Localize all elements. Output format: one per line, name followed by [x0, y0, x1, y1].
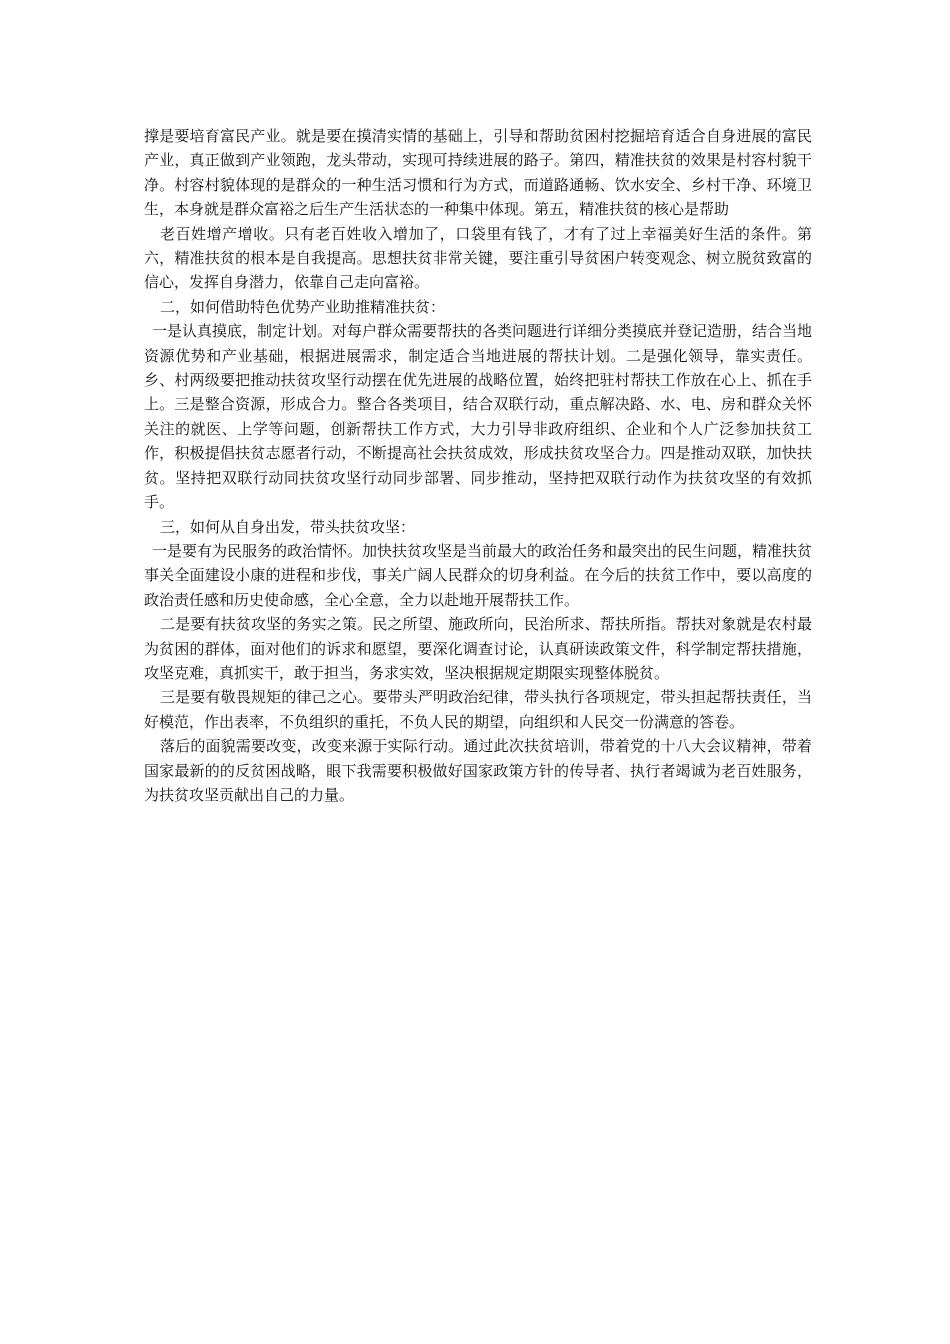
paragraph-self-discipline: 三是要有敬畏规矩的律己之心。要带头严明政治纪律，带头执行各项规定，带头担起帮扶责任，当好模范，作出表率，不负组织的重托，不负人民的期望，向组织和人民交一份满意的答卷。	[144, 688, 812, 731]
section-heading-2: 二，如何借助特色优势产业助推精准扶贫：	[160, 297, 446, 316]
paragraph-practical-strategy: 二是要有扶贫攻坚的务实之策。民之所望、施政所向，民治所求、帮扶所指。帮扶对象就是农村最为贫困的群体，面对他们的诉求和愿望，要深化调查讨论，认真研读政策文件，科学制定帮扶措施，攻坚克难，真抓实干，敢于担当，务求实效，坚决根据规定期限实现整体脱贫。	[144, 615, 812, 682]
paragraph-conclusion: 落后的面貌需要改变，改变来源于实际行动。通过此次扶贫培训，带着党的十八大会议精神，带着国家最新的的反贫困战略，眼下我需要积极做好国家政策方针的传导者、执行者竭诚为老百姓服务，为扶贫攻坚贡献出自己的力量。	[144, 737, 812, 804]
paragraph-measures: 一是认真摸底，制定计划。对每户群众需要帮扶的各类问题进行详细分类摸底并登记造册，结合当地资源优势和产业基础，根据进展需求，制定适合当地进展的帮扶计划。二是强化领导，靠实责任。乡、村两级要把推动扶贫攻坚行动摆在优先进展的战略位置，始终把驻村帮扶工作放在心上、抓在手上。三是整合资源，形成合力。整合各类项目，结合双联行动，重点解决路、水、电、房和群众关怀关注的就医、上学等问题，创新帮扶工作方式，大力引导非政府组织、企业和个人广泛参加扶贫工作，积极提倡扶贫志愿者行动，不断提高社会扶贫成效，形成扶贫攻坚合力。四是推动双联，加快扶贫。坚持把双联行动同扶贫攻坚行动同步部署、同步推动，坚持把双联行动作为扶贫攻坚的有效抓手。	[144, 322, 813, 512]
document-body	[144, 124, 812, 807]
section-heading-3: 三，如何从自身出发，带头扶贫攻坚：	[160, 517, 416, 536]
paragraph-continuation: 撑是要培育富民产业。就是要在摸清实情的基础上，引导和帮助贫困村挖掘培育适合自身进展的富民产业，真正做到产业领跑，龙头带动，实现可持续进展的路子。第四，精准扶贫的效果是村容村貌干净。村容村貌体现的是群众的一种生活习惯和行为方式，而道路通畅、饮水安全、乡村干净、环境卫生，本身就是群众富裕之后生产生活状态的一种集中体现。第五，精准扶贫的核心是帮助	[144, 127, 812, 219]
paragraph-income: 老百姓增产增收。只有老百姓收入增加了，口袋里有钱了，才有了过上幸福美好生活的条件。第六，精准扶贫的根本是自我提高。思想扶贫非常关键，要注重引导贫困户转变观念、树立脱贫致富的信心，发挥自身潜力，依靠自己走向富裕。	[144, 224, 812, 292]
paragraph-political-commitment: 一是要有为民服务的政治情怀。加快扶贫攻坚是当前最大的政治任务和最突出的民生问题，精准扶贫事关全面建设小康的进程和步伐，事关广阔人民群众的切身利益。在今后的扶贫工作中，要以高度的政治责任感和历史使命感，全心全意，全力以赴地开展帮扶工作。	[144, 541, 813, 609]
